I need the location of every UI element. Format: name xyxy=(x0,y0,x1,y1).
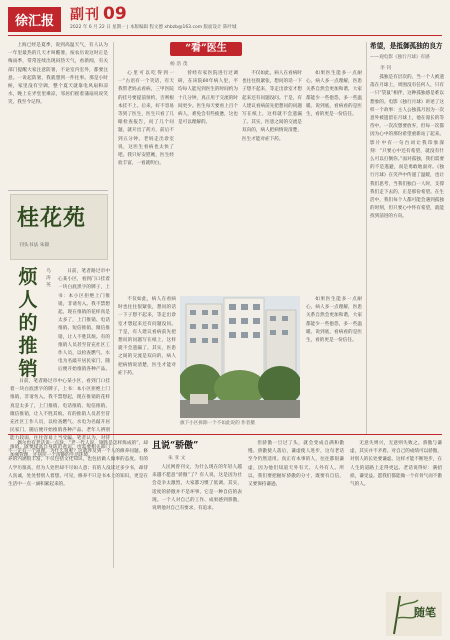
feature-col-4: 如果医生能多一点耐心，病人多一点理解，医患关系自然会更加和谐，大家都能少一些抱怨，多一些温暖。说到底，看病看的是医生，看的更是一份信任。 xyxy=(306,71,362,118)
bottom-feature-byline: 朱 亚 文 xyxy=(168,456,186,461)
review-subtitle: ——观电影《独行月球》有感 xyxy=(370,55,430,60)
feature-col-3: 不仅如此，病人在看病时也往往很紧张，想问的话一下子想不起来，等走出诊室才想起来还有问题没问。于是，有人建议看病前先把想问的问题写在纸上，这样就不会遗漏了。其实，医患之间的交流是双向的，病人把病情说清楚，医生才能对症下药。 xyxy=(242,71,302,142)
feature-title: “看”医生 xyxy=(170,42,242,56)
issue-meta: 2022 年 6 月 22 日 星期一 | 本版编辑 程文德 xhbzb@163.com 版面设计 陈叶城 xyxy=(70,25,237,30)
column-badge xyxy=(386,592,442,636)
page-number: 09 xyxy=(103,4,127,24)
essay-title-vertical: 烦人 的推 销 xyxy=(18,266,38,380)
newspaper-brand: 徐汇报 xyxy=(8,7,61,32)
feature-col-2: 曾经有家医院进行过调研，在该院60年病人里，平均每人能见到医生的时间约为十几分钟，真正用于交流的时间更少。医生每天要看上百个病人，难免会有些疲惫，这也是可以理解的。 xyxy=(178,71,238,126)
column-logo-title: 桂花苑 xyxy=(17,205,87,231)
feature-col-1: 心里可以吃得到一一“古语有一个笑话，有天我带老妈去看病，三甲医院的挂号要提前预约，否则根本挂不上。后来，好不容易等到了医生，医生只看了几眼检查报告，问了几个问题，就开出了药方，前后不到五分钟。老妈走出诊室说，这医生看病也太快了吧。我只好安慰她，医生经验丰富，一看就明白。 xyxy=(118,71,174,167)
photo-caption: 旗下小区拆除一个不如此说的 作者摄 xyxy=(180,421,255,426)
review-title: 希望，是抵御孤独的良方 xyxy=(370,42,443,50)
section-name: 副刊 xyxy=(70,7,100,23)
bottom-feature-col-3: 但骄傲一旦过了头，就会变成自满和傲慢。骄傲使人落后，谦虚使人进步，这句老话至今仍然适用。真正有本事的人，往往都很谦虚，因为他们知道天外有天、人外有人。所以，我们要把握好骄傲的分寸，既要有自信，又要保持谦逊。 xyxy=(248,441,344,488)
apartment-photo-illustration xyxy=(180,296,300,418)
feature-continued-right: 如果医生能多一点耐心，病人多一点理解，医患关系自然会更加和谐，大家都能少一些抱怨，多一些温暖。说到底，看病看的是医生，看的更是一份信任。 xyxy=(306,297,362,344)
masthead xyxy=(0,0,450,40)
masthead-rule xyxy=(8,35,442,36)
review-body: 孤独是有层次的。当一个人被遗落在月球上，周围没有任何人，只有一只“袋鼠”相伴，这种孤独感是难以想象的。电影《独行月球》讲述了这样一个故事：主人公独孤月因为一次意外被遗留在月球上，他在漫长的等待中，一次次想要放弃，但每一次都因为心中的那份希望重新站了起来。影片中有一句台词让我印象深刻：“只要心中还有希望，就没有什么可以打倒你。”面对孤独，我们需要的不是逃避，而是勇敢地面对。《独行月球》在笑声中传递了温暖，也让我们思考，当我们独自一人时，支撑我们走下去的，正是那份希望。在生活中，我们每个人都可能会遇到孤独的时刻，但只要心中怀有希望，就能找到前进的方向。 xyxy=(370,75,444,220)
news-photo xyxy=(180,296,300,418)
essay-body-part2: 日前，笔者路过市中心某小区，看到门口挂着一块白底黑字的牌子，上书：本小区拒绝上门推销，非请勿入。我不禁想起，现在推销的花样真是太多了，上门推销、电话推销、短信推销、微信推销，让人不胜其烦。有的推销人员甚至冒充社区工作人员，以检查燃气、水电为名敲开居民家门，随后便开始推销各种产品。老年人辨别能力较弱，往往容易上当受骗。笔者认为，对待推销，既要提高自身防范意识，也需要相关部门加强管理，还居民一个清静的生活环境。 xyxy=(10,379,110,458)
review-byline: 李 钊 xyxy=(380,66,392,71)
essay-byline: 乌 涛 英 xyxy=(46,269,51,288)
bottom-feature-col-4: 无意失则兴，无意则失败之。骄傲与谦虚，其实并不矛盾。对自己的成绩可以骄傲，对别人的长处要谦虚。这样才能不断进步，在人生的道路上走得更远。老话说得好：满招损，谦受益。愿我们都能做一个有骨气而不傲气的人。 xyxy=(350,441,442,488)
column-logo-box xyxy=(10,194,108,260)
left-intro-text: 上海已经是夏季，说到高温天气，有人认为一年里最热的几天才叫酷暑，按农历说这时正是梅雨季，常常连续出现闷热天气，看新闻，有关部门提醒大家注意防暑，不论室内室外，都要注意。一说起防暑，我就想到一件往事。那是小时候，家里没有空调，整个夏天就靠电风扇和凉水，晚上在弄堂里乘凉，邻居们摇着蒲扇说说笑笑，我至今记得。 xyxy=(8,43,108,106)
essay-body-part1: 日前，笔者路过市中心某小区，看到门口挂着一块白底黑字的牌子，上书：本小区拒绝上门推销，非请勿入。我不禁想起，现在推销的花样真是太多了，上门推销、电话推销、短信推销、微信推销，让人不胜其烦。有的推销人员甚至冒充社区工作人员，以检查燃气、水电为名敲开居民家门，随后便开始推销各种产品。 xyxy=(58,269,110,373)
feature-continued-left: 不仅如此，病人在看病时也往往很紧张，想问的话一下子想不起来，等走出诊室才想起来还有问题没问。于是，有人建议看病前先把想问的问题写在纸上，这样就不会遗漏了。其实，医患之间的交流是双向的，病人把病情说清楚，医生才能对症下药。 xyxy=(118,297,176,376)
left-divider xyxy=(8,190,108,191)
column-rule-2 xyxy=(366,42,367,434)
feature-byline: 杨 浩 茂 xyxy=(170,62,188,67)
bottom-left-text: 偶尔也有老话说一点珍，“老一代人说，钢铁是怎样炼成的”，却不一定有一个道理，为什么说呢？这就涉及到一个人的修养问题。修养的内涵很丰富，不仅包括文化知识，也包括做人做事的态度。有的人学历很高，但为人处世却不尽如人意；有的人没读过多少书，却待人真诚，处处替别人着想。可见，修养不只是书本上的知识，更是在生活中一点一滴积累起来的。 xyxy=(8,441,148,488)
bottom-section-rule xyxy=(8,434,442,435)
column-logo-credit: 刊头书法 朱锦 xyxy=(19,243,50,248)
column-badge-label: 随笔 xyxy=(414,606,436,619)
bottom-feature-col-2: 人民网曾刊文，为什么现在的年轻人越来越不愿意“骄傲”了？有人说，这是因为社会竞争太激烈，大家都习惯了低调。其实，适度的骄傲并不是坏事，它是一种自信的表现。一个人对自己的工作、成果感到骄傲，说明他对自己有要求，有追求。 xyxy=(152,465,242,512)
bottom-feature-title: 且说“骄傲” xyxy=(152,441,199,451)
